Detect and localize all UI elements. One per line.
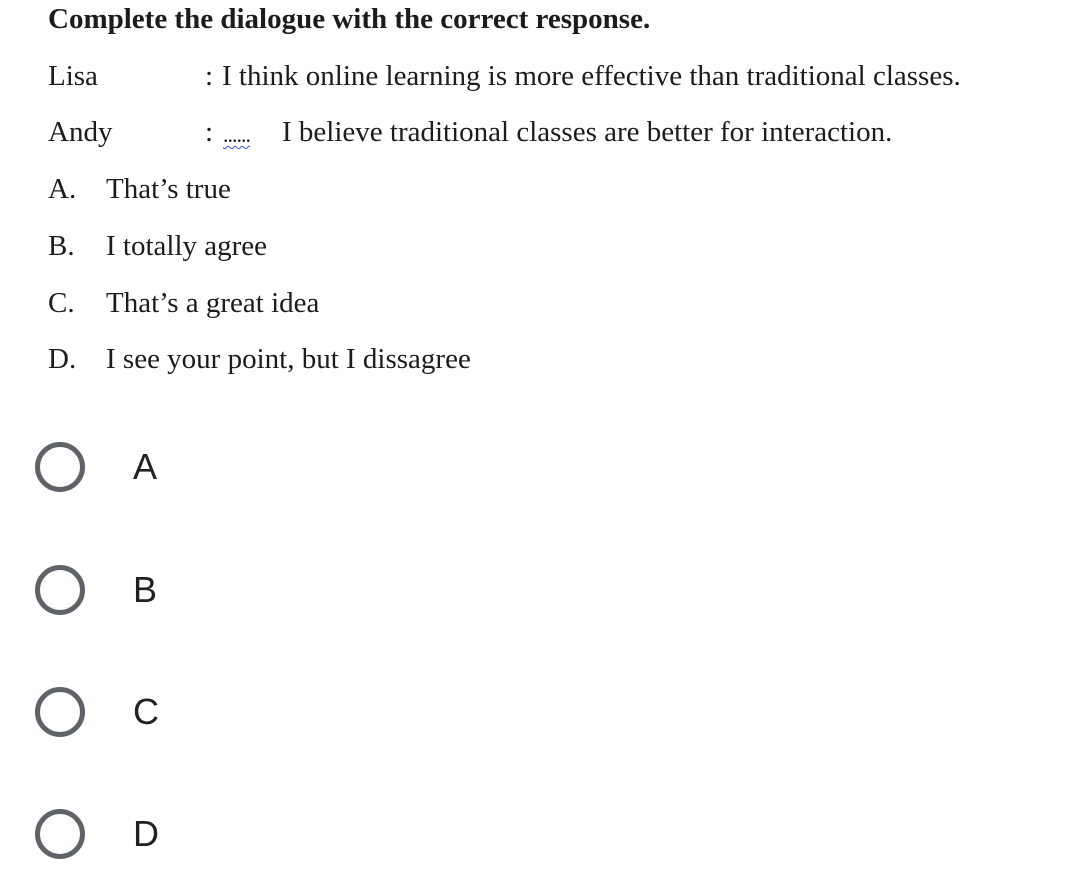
- option-letter-b: B.: [48, 230, 75, 262]
- dialogue-colon: :: [205, 60, 214, 92]
- option-letter-d: D.: [48, 343, 77, 375]
- answer-option-label-b: B: [133, 569, 158, 610]
- answer-option-label-c: C: [133, 691, 159, 732]
- option-letter-c: C.: [48, 287, 75, 319]
- dialogue-colon: :: [205, 116, 214, 148]
- radio-button-c[interactable]: [35, 687, 85, 737]
- option-letter-a: A.: [48, 173, 77, 205]
- dialogue-speaker-lisa: Lisa: [48, 60, 98, 92]
- answer-option-label-a: A: [133, 446, 158, 487]
- radio-button-b[interactable]: [35, 565, 85, 615]
- option-text-b: I totally agree: [106, 230, 268, 262]
- radio-button-a[interactable]: [35, 442, 85, 492]
- option-text-d: I see your point, but I dissagree: [106, 343, 471, 375]
- question-image: [0, 0, 1073, 390]
- dialogue-blank: ......: [223, 122, 250, 147]
- answer-option-a[interactable]: [20, 425, 420, 515]
- option-text-a: That’s true: [106, 173, 231, 205]
- answer-option-b[interactable]: [20, 548, 420, 638]
- dialogue-speaker-andy: Andy: [48, 116, 113, 148]
- answer-radio-group: [0, 400, 1073, 896]
- option-text-c: That’s a great idea: [106, 287, 320, 319]
- answer-option-label-d: D: [133, 813, 159, 854]
- dialogue-line-andy: I believe traditional classes are better for interaction.: [282, 116, 893, 148]
- radio-button-d[interactable]: [35, 809, 85, 859]
- answer-option-c[interactable]: [20, 670, 420, 760]
- dialogue-line-lisa: I think online learning is more effective than traditional classes.: [222, 60, 961, 92]
- question-instruction: Complete the dialogue with the correct response.: [48, 3, 651, 35]
- answer-option-d[interactable]: [20, 792, 420, 882]
